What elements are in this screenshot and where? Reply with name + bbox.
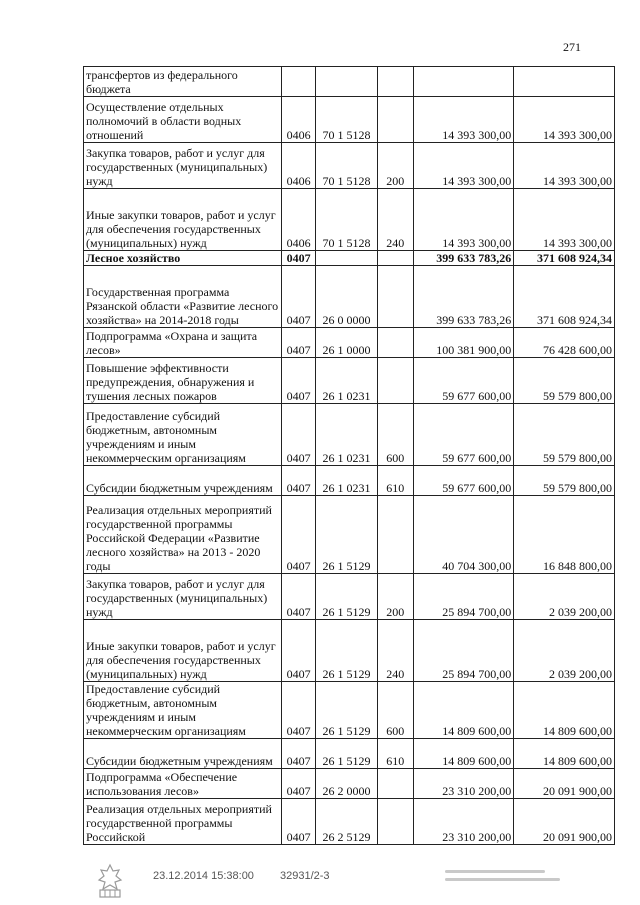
table-row	[84, 574, 615, 620]
row-name: Осуществление отдельных полномочий в области водных отношений	[84, 97, 282, 143]
row-amount-2015: 14 809 600,00	[514, 682, 615, 739]
row-section-code: 0407	[282, 328, 316, 358]
row-name: Закупка товаров, работ и услуг для государственных (муниципальных) нужд	[84, 143, 282, 189]
row-amount-2015: 14 393 300,00	[514, 189, 615, 251]
row-name: Предоставление субсидий бюджетным, автономным учреждениям и иным некоммерческим организациям	[84, 682, 282, 739]
table-row	[84, 769, 615, 799]
row-name: трансфертов из федерального бюджета	[84, 67, 282, 97]
row-amount-2014: 14 393 300,00	[413, 143, 514, 189]
row-section-code: 0407	[282, 251, 316, 266]
row-section-code: 0407	[282, 266, 316, 328]
stamp-mark	[445, 870, 560, 886]
row-expense-type: 240	[377, 620, 413, 682]
row-expense-type: 240	[377, 189, 413, 251]
table-row	[84, 143, 615, 189]
row-amount-2015: 2 039 200,00	[514, 620, 615, 682]
row-section-code: 0406	[282, 143, 316, 189]
row-expense-type	[377, 266, 413, 328]
row-name: Повышение эффективности предупреждения, обнаружения и тушения лесных пожаров	[84, 358, 282, 404]
row-amount-2015: 371 608 924,34	[514, 251, 615, 266]
row-amount-2014: 59 677 600,00	[413, 358, 514, 404]
row-expense-type: 610	[377, 739, 413, 769]
row-amount-2015: 76 428 600,00	[514, 328, 615, 358]
footer	[0, 862, 640, 902]
row-expense-type	[377, 251, 413, 266]
table-row	[84, 466, 615, 496]
row-amount-2015: 14 393 300,00	[514, 143, 615, 189]
row-section-code: 0407	[282, 769, 316, 799]
row-amount-2014: 25 894 700,00	[413, 574, 514, 620]
row-expense-type	[377, 67, 413, 97]
row-amount-2014: 14 809 600,00	[413, 739, 514, 769]
table-row	[84, 358, 615, 404]
row-section-code: 0407	[282, 620, 316, 682]
row-amount-2015: 59 579 800,00	[514, 466, 615, 496]
row-name: Подпрограмма «Охрана и защита лесов»	[84, 328, 282, 358]
row-expense-type: 600	[377, 682, 413, 739]
row-amount-2015: 20 091 900,00	[514, 799, 615, 845]
budget-table	[83, 66, 615, 845]
row-expense-type: 200	[377, 143, 413, 189]
row-target-code: 26 1 0231	[315, 404, 377, 466]
row-name: Иные закупки товаров, работ и услуг для обеспечения государственных (муниципальных) нужд	[84, 620, 282, 682]
row-section-code: 0407	[282, 799, 316, 845]
table-row	[84, 266, 615, 328]
table-row	[84, 682, 615, 739]
row-target-code: 26 2 0000	[315, 769, 377, 799]
row-amount-2014: 14 809 600,00	[413, 682, 514, 739]
row-amount-2014: 40 704 300,00	[413, 496, 514, 574]
row-amount-2014: 14 393 300,00	[413, 97, 514, 143]
row-target-code: 26 1 5129	[315, 739, 377, 769]
row-target-code: 26 1 0231	[315, 358, 377, 404]
table-row	[84, 251, 615, 266]
row-target-code: 26 1 0231	[315, 466, 377, 496]
row-target-code: 26 1 5129	[315, 682, 377, 739]
row-expense-type	[377, 358, 413, 404]
row-name: Подпрограмма «Обеспечение использования лесов»	[84, 769, 282, 799]
table-row	[84, 799, 615, 845]
emblem-icon	[93, 862, 127, 905]
row-amount-2015: 20 091 900,00	[514, 769, 615, 799]
table-row	[84, 620, 615, 682]
row-amount-2014: 399 633 783,26	[413, 251, 514, 266]
row-amount-2015: 14 809 600,00	[514, 739, 615, 769]
footer-date: 23.12.2014 15:38:00	[153, 870, 254, 882]
row-name: Субсидии бюджетным учреждениям	[84, 739, 282, 769]
row-target-code: 26 1 5129	[315, 496, 377, 574]
table-body	[84, 67, 615, 845]
row-section-code: 0407	[282, 739, 316, 769]
row-name: Реализация отдельных мероприятий государственной программы Российской Федерации «Развитие лесного хозяйства» на 2013 - 2020 годы	[84, 496, 282, 574]
row-amount-2015: 16 848 800,00	[514, 496, 615, 574]
row-amount-2014	[413, 67, 514, 97]
row-section-code: 0407	[282, 466, 316, 496]
row-name: Предоставление субсидий бюджетным, автономным учреждениям и иным некоммерческим организациям	[84, 404, 282, 466]
row-section-code: 0407	[282, 574, 316, 620]
row-name: Государственная программа Рязанской области «Развитие лесного хозяйства» на 2014-2018 годы	[84, 266, 282, 328]
row-amount-2015: 14 393 300,00	[514, 97, 615, 143]
table-row	[84, 189, 615, 251]
row-name: Реализация отдельных мероприятий государственной программы Российской	[84, 799, 282, 845]
row-expense-type	[377, 799, 413, 845]
row-amount-2014: 59 677 600,00	[413, 466, 514, 496]
row-amount-2014: 23 310 200,00	[413, 799, 514, 845]
table-row	[84, 404, 615, 466]
row-amount-2014: 25 894 700,00	[413, 620, 514, 682]
page-number: 271	[563, 40, 581, 54]
row-section-code: 0407	[282, 682, 316, 739]
row-amount-2015: 59 579 800,00	[514, 358, 615, 404]
row-amount-2015: 59 579 800,00	[514, 404, 615, 466]
row-expense-type	[377, 496, 413, 574]
row-target-code: 26 2 5129	[315, 799, 377, 845]
row-expense-type: 610	[377, 466, 413, 496]
row-section-code: 0407	[282, 358, 316, 404]
table-row	[84, 67, 615, 97]
row-name: Субсидии бюджетным учреждениям	[84, 466, 282, 496]
row-amount-2014: 100 381 900,00	[413, 328, 514, 358]
row-section-code: 0406	[282, 97, 316, 143]
table-row	[84, 97, 615, 143]
row-target-code: 26 0 0000	[315, 266, 377, 328]
row-amount-2014: 23 310 200,00	[413, 769, 514, 799]
footer-reg-number: 32931/2-3	[280, 870, 330, 882]
row-target-code: 70 1 5128	[315, 97, 377, 143]
row-target-code: 70 1 5128	[315, 189, 377, 251]
row-expense-type	[377, 769, 413, 799]
row-target-code: 26 1 5129	[315, 620, 377, 682]
row-section-code: 0407	[282, 496, 316, 574]
row-target-code: 70 1 5128	[315, 143, 377, 189]
table-row	[84, 496, 615, 574]
row-expense-type: 200	[377, 574, 413, 620]
row-target-code: 26 1 5129	[315, 574, 377, 620]
row-section-code	[282, 67, 316, 97]
row-target-code: 26 1 0000	[315, 328, 377, 358]
row-amount-2015: 371 608 924,34	[514, 266, 615, 328]
row-amount-2014: 399 633 783,26	[413, 266, 514, 328]
table-row	[84, 739, 615, 769]
row-name: Лесное хозяйство	[84, 251, 282, 266]
table-row	[84, 328, 615, 358]
row-section-code: 0407	[282, 404, 316, 466]
row-amount-2014: 59 677 600,00	[413, 404, 514, 466]
row-section-code: 0406	[282, 189, 316, 251]
row-target-code	[315, 67, 377, 97]
row-name: Иные закупки товаров, работ и услуг для обеспечения государственных (муниципальных) нужд	[84, 189, 282, 251]
row-amount-2014: 14 393 300,00	[413, 189, 514, 251]
row-amount-2015	[514, 67, 615, 97]
row-target-code	[315, 251, 377, 266]
row-expense-type: 600	[377, 404, 413, 466]
row-expense-type	[377, 97, 413, 143]
row-expense-type	[377, 328, 413, 358]
row-name: Закупка товаров, работ и услуг для государственных (муниципальных) нужд	[84, 574, 282, 620]
row-amount-2015: 2 039 200,00	[514, 574, 615, 620]
